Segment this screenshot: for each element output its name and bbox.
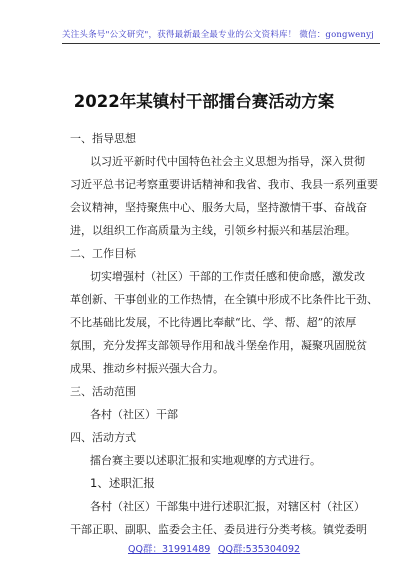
paragraph-line: 各村（社区）干部: [90, 408, 178, 421]
paragraph-line: 擂台赛主要以述职汇报和实地观摩的方式进行。: [90, 454, 321, 467]
section-heading: 一、指导思想: [70, 132, 136, 145]
paragraph-line: 成果、推动乡村振兴强大合力。: [70, 362, 224, 375]
section-heading: 四、活动方式: [70, 431, 136, 444]
header-banner: 关注头条号"公文研究"，获得最新最全最专业的公文资料库！ 微信：gongwenyj: [62, 28, 380, 44]
paragraph-line: 氛围，充分发挥支部领导作用和战斗堡垒作用，凝聚巩固脱贫: [70, 339, 367, 352]
footer-qq-group-1[interactable]: QQ群：31991489: [128, 544, 211, 555]
paragraph-line: 习近平总书记考察重要讲话精神和我省、我市、我县一系列重要: [70, 178, 378, 191]
paragraph-line: 各村（社区）干部集中进行述职汇报，对辖区村（社区）: [90, 500, 365, 513]
subsection-heading: 1、述职汇报: [90, 476, 155, 490]
document-title: 2022年某镇村干部擂台赛活动方案: [73, 92, 335, 111]
paragraph-line: 进，以组织工作高质量为主线，引领乡村振兴和基层治理。: [70, 224, 356, 237]
section-heading: 三、活动范围: [70, 385, 136, 398]
paragraph-line: 切实增强村（社区）干部的工作责任感和使命感，激发改: [90, 270, 365, 283]
paragraph-line: 干部正职、副职、监委会主任、委员进行分类考核。镇党委明: [70, 523, 367, 536]
paragraph-line: 革创新、干事创业的工作热情，在全镇中形成不比条件比干劲、: [70, 293, 378, 306]
paragraph-line: 不比基础比发展，不比待遇比奉献“比、学、帮、超”的浓厚: [70, 316, 357, 329]
paragraph-line: 以习近平新时代中国特色社会主义思想为指导，深入贯彻: [90, 155, 365, 168]
paragraph-line: 会议精神，坚持聚焦中心、服务大局，坚持激情干事、奋战奋: [70, 201, 367, 214]
footer-qq-group-2[interactable]: QQ群:535304092: [218, 544, 301, 555]
section-heading: 二、工作目标: [70, 247, 136, 260]
